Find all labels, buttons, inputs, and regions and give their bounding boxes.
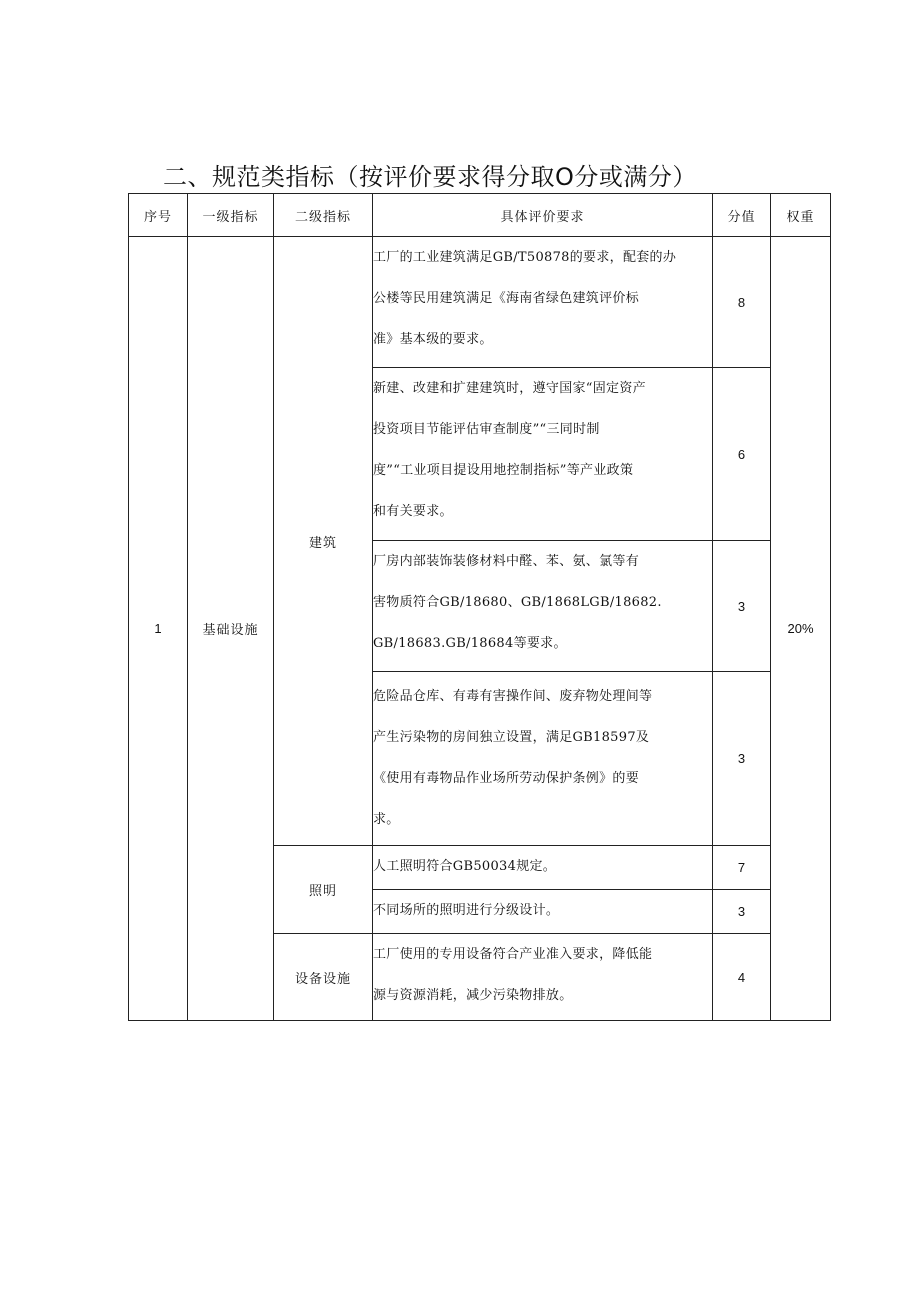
requirement-cell	[373, 237, 713, 368]
requirement-line: 准》基本级的要求。	[373, 332, 493, 347]
requirement-cell	[373, 672, 713, 846]
score-cell: 4	[713, 934, 771, 1021]
requirement-line: 源与资源消耗，减少污染物排放。	[373, 988, 573, 1003]
requirement-line: 不同场所的照明进行分级设计。	[373, 903, 560, 918]
score-cell: 8	[713, 237, 771, 368]
requirement-line: 投资项目节能评估审查制度”“三同时制	[373, 422, 600, 437]
requirement-cell	[373, 541, 713, 672]
score-cell: 7	[713, 846, 771, 890]
requirement-line: 害物质符合GB/18680、GB/1868LGB/18682.	[373, 595, 662, 610]
secondary-indicator-building: 建筑	[274, 237, 373, 846]
requirement-line: 人工照明符合GB50034规定。	[373, 859, 557, 874]
requirement-line: 《使用有毒物品作业场所劳动保护条例》的要	[373, 771, 640, 786]
header-primary-indicator: 一级指标	[188, 194, 274, 237]
requirement-line: 工厂使用的专用设备符合产业准入要求，降低能	[373, 947, 653, 962]
header-requirement: 具体评价要求	[373, 194, 713, 237]
header-secondary-indicator: 二级指标	[274, 194, 373, 237]
requirement-line: 求。	[373, 812, 400, 827]
requirement-line: 厂房内部装饰装修材料中醛、苯、氨、氯等有	[373, 554, 640, 569]
requirement-line: 产生污染物的房间独立设置，满足GB18597及	[373, 730, 650, 745]
requirement-line: 和有关要求。	[373, 504, 453, 519]
table-row	[129, 237, 831, 368]
primary-indicator-cell: 基础设施	[188, 237, 274, 1021]
requirement-line: GB/18683.GB/18684等要求。	[373, 636, 567, 651]
requirement-line: 工厂的工业建筑满足GB/T50878的要求，配套的办	[373, 250, 677, 265]
score-cell: 3	[713, 890, 771, 934]
requirement-line: 危险品仓库、有毒有害操作间、废弃物处理间等	[373, 689, 653, 704]
secondary-indicator-equipment: 设备设施	[274, 934, 373, 1021]
table-header-row	[129, 194, 831, 237]
section-title: 二、规范类指标（按评价要求得分取O分或满分）	[163, 163, 697, 191]
requirement-cell	[373, 368, 713, 541]
serial-cell: 1	[129, 237, 188, 1021]
header-score: 分值	[713, 194, 771, 237]
header-weight: 权重	[771, 194, 831, 237]
secondary-indicator-lighting: 照明	[274, 846, 373, 934]
requirement-cell	[373, 846, 713, 890]
score-cell: 3	[713, 672, 771, 846]
indicator-table	[128, 193, 831, 1021]
header-serial: 序号	[129, 194, 188, 237]
requirement-line: 公楼等民用建筑满足《海南省绿色建筑评价标	[373, 291, 640, 306]
score-cell: 6	[713, 368, 771, 541]
score-cell: 3	[713, 541, 771, 672]
requirement-cell	[373, 934, 713, 1021]
requirement-line: 新建、改建和扩建建筑时，遵守国家“固定资产	[373, 381, 646, 396]
weight-cell: 20%	[771, 237, 831, 1021]
requirement-cell	[373, 890, 713, 934]
requirement-line: 度”“工业项目提设用地控制指标”等产业政策	[373, 463, 634, 478]
